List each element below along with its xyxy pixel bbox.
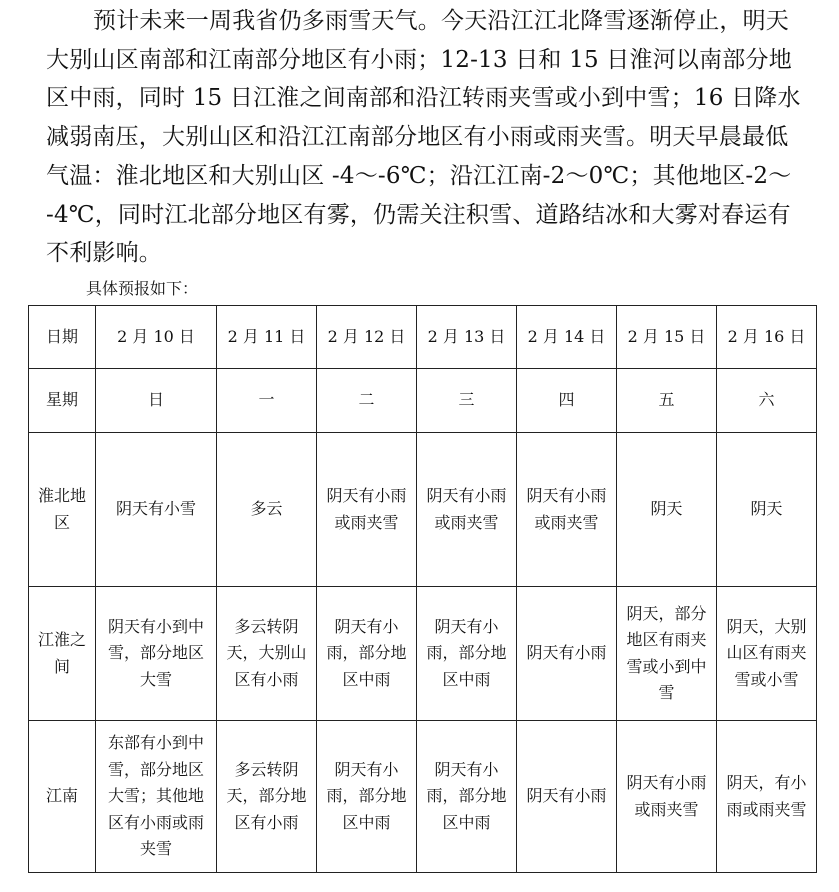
- forecast-cell: 阴天: [617, 433, 717, 587]
- weekday-cell: 三: [417, 369, 517, 433]
- region-row-huaibei: [29, 433, 817, 587]
- forecast-cell: 多云: [217, 433, 317, 587]
- date-row: [29, 306, 817, 369]
- forecast-paragraph: [46, 2, 816, 273]
- region-row-jiangnan: [29, 721, 817, 873]
- date-cell: 2 月 13 日: [417, 306, 517, 369]
- date-cell: 2 月 11 日: [217, 306, 317, 369]
- weekday-cell: 四: [517, 369, 617, 433]
- paragraph-line: 预计未来一周我省仍多雨雪天气。今天沿江江北降雪逐渐停止，明天: [93, 8, 789, 34]
- date-cell: 2 月 15 日: [617, 306, 717, 369]
- forecast-cell: 阴天有小雪: [96, 433, 217, 587]
- weekday-cell: 二: [317, 369, 417, 433]
- weekday-cell: 五: [617, 369, 717, 433]
- forecast-cell: 阴天有小雨，部分地区中雨: [317, 587, 417, 721]
- forecast-cell: 阴天有小雨: [517, 587, 617, 721]
- weekday-cell: 日: [96, 369, 217, 433]
- date-cell: 2 月 12 日: [317, 306, 417, 369]
- date-cell: 2 月 10 日: [96, 306, 217, 369]
- forecast-cell: 多云转阴天，部分地区有小雨: [217, 721, 317, 873]
- region-name-cell: 江淮之间: [29, 587, 96, 721]
- paragraph-line: -4℃，同时江北部分地区有雾，仍需关注积雪、道路结冰和大雾对春运有: [46, 201, 791, 228]
- date-cell: 2 月 14 日: [517, 306, 617, 369]
- weekday-cell: 一: [217, 369, 317, 433]
- forecast-cell: 多云转阴天，大别山区有小雨: [217, 587, 317, 721]
- forecast-cell: 阴天，部分地区有雨夹雪或小到中雪: [617, 587, 717, 721]
- weekday-cell: 六: [717, 369, 817, 433]
- region-row-jianghuai: [29, 587, 817, 721]
- paragraph-line: 气温：淮北地区和大别山区 -4～-6℃；沿江江南-2～0℃；其他地区-2～: [46, 162, 792, 189]
- forecast-cell: 阴天: [717, 433, 817, 587]
- forecast-cell: 阴天有小雨，部分地区中雨: [417, 587, 517, 721]
- forecast-cell: 阴天，大别山区有雨夹雪或小雪: [717, 587, 817, 721]
- date-cell: 2 月 16 日: [717, 306, 817, 369]
- forecast-cell: 阴天，有小雨或雨夹雪: [717, 721, 817, 873]
- region-name-cell: 江南: [29, 721, 96, 873]
- forecast-table: [28, 305, 817, 873]
- forecast-cell: 阴天有小雨，部分地区中雨: [317, 721, 417, 873]
- forecast-cell: 阴天有小雨或雨夹雪: [317, 433, 417, 587]
- region-name-cell: 淮北地区: [29, 433, 96, 587]
- weekday-header-cell: 星期: [29, 369, 96, 433]
- paragraph-line: 大别山区南部和江南部分地区有小雨；12-13 日和 15 日淮河以南部分地: [46, 46, 792, 73]
- forecast-cell: 东部有小到中雪，部分地区大雪；其他地区有小雨或雨夹雪: [96, 721, 217, 873]
- paragraph-line: 区中雨，同时 15 日江淮之间南部和沿江转雨夹雪或小到中雪；16 日降水: [46, 85, 801, 112]
- forecast-intro: 具体预报如下：: [86, 279, 199, 298]
- weekday-row: [29, 369, 817, 433]
- paragraph-line: 不利影响。: [46, 240, 162, 267]
- forecast-cell: 阴天有小雨或雨夹雪: [517, 433, 617, 587]
- forecast-cell: 阴天有小雨: [517, 721, 617, 873]
- paragraph-line: 减弱南压，大别山区和沿江江南部分地区有小雨或雨夹雪。明天早晨最低: [46, 124, 789, 151]
- forecast-cell: 阴天有小雨，部分地区中雨: [417, 721, 517, 873]
- forecast-cell: 阴天有小到中雪，部分地区大雪: [96, 587, 217, 721]
- forecast-cell: 阴天有小雨或雨夹雪: [617, 721, 717, 873]
- date-header-cell: 日期: [29, 306, 96, 369]
- forecast-cell: 阴天有小雨或雨夹雪: [417, 433, 517, 587]
